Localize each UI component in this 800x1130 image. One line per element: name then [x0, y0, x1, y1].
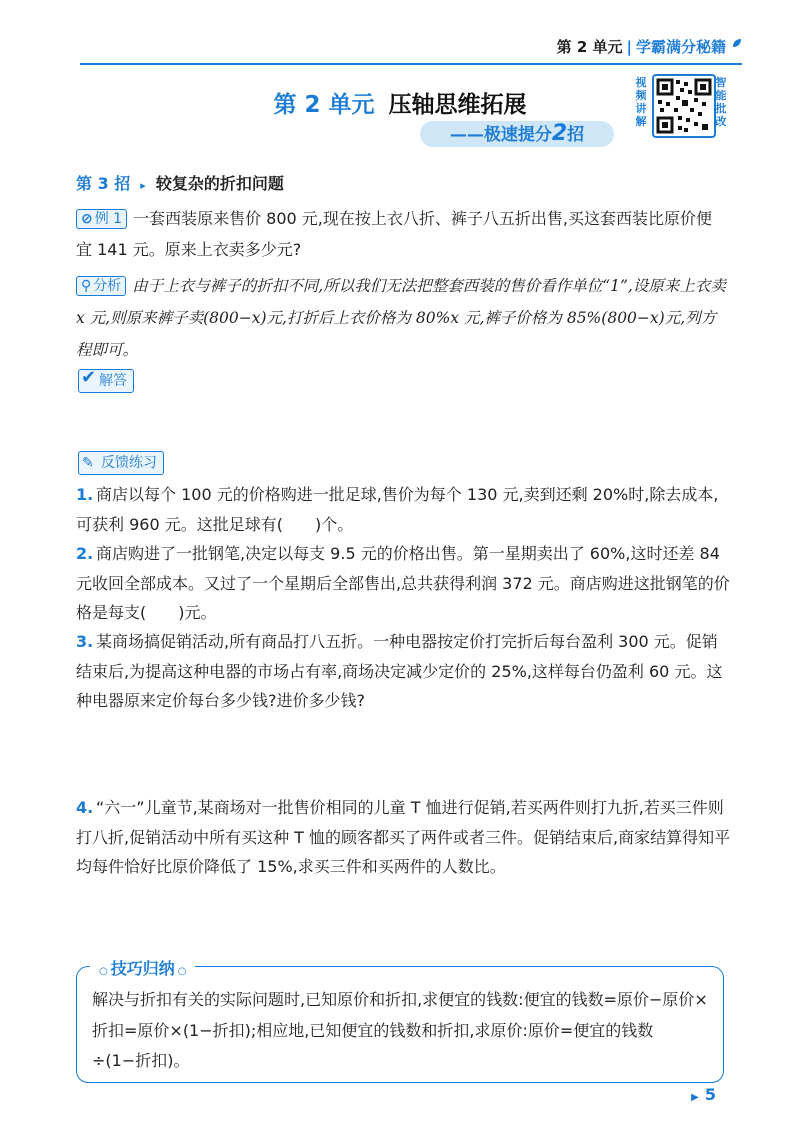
answer-badge [78, 369, 134, 393]
example-text: 一套西装原来售价 800 元,现在按上衣八折、裤子八五折出售,买这套西装比原价便宜 141 元。原来上衣卖多少元? [76, 209, 712, 259]
tips-dot-icon: ○ [177, 966, 187, 977]
question-number: 3. [76, 632, 94, 651]
section-arrow-icon: ▸ [140, 179, 146, 192]
page-number [691, 1085, 716, 1104]
analysis-badge [76, 276, 126, 296]
qr-code-icon[interactable] [652, 74, 716, 138]
question-text: “六一”儿童节,某商场对一批售价相同的儿童 T 恤进行促销,若买两件则打九折,若买三件则打八折,促销活动中所有买这种 T 恤的顾客都买了两件或者三件。促销结束后,商家结算得知平均每件恰好比原价降低了 15%,求买三件和买两件的人数比。 [76, 798, 731, 876]
subtitle-prefix: ——极速提分 [449, 125, 552, 145]
running-header [557, 36, 726, 57]
analysis-badge-label: 分析 [93, 278, 122, 294]
check-icon: ✔ [81, 367, 97, 388]
page-number-label: 5 [704, 1085, 716, 1104]
example-badge [76, 209, 127, 229]
link-icon: ⊘ [81, 211, 93, 227]
answer-badge-label: 解答 [99, 373, 127, 389]
section-title: 较复杂的折扣问题 [155, 174, 284, 193]
header-rule [80, 63, 742, 65]
question-2 [76, 539, 732, 628]
tips-body: 解决与折扣有关的实际问题时,已知原价和折扣,求便宜的钱数:便宜的钱数=原价−原价×折扣=原价×(1−折扣);相应地,已知便宜的钱数和折扣,求原价:原价=便宜的钱数÷(1−折扣)。 [92, 990, 708, 1070]
question-number: 4. [76, 798, 94, 817]
title-main: 压轴思维拓展 [388, 92, 527, 118]
feedback-badge [78, 451, 164, 475]
qr-code-block[interactable] [634, 74, 728, 140]
question-text: 商店购进了一批钢笔,决定以每支 9.5 元的价格出售。第一星期卖出了 60%,这时还差 84 元收回全部成本。又过了一个星期后全部售出,总共获得利润 372 元。商店购进这批钢笔的价格是每支( )元。 [76, 544, 730, 622]
tips-dot-icon: ○ [99, 966, 108, 977]
example-badge-label: 例 1 [94, 211, 123, 227]
tips-title-label: 技巧归纳 [110, 959, 175, 978]
triangle-icon: ▶ [691, 1092, 699, 1103]
section-tag: 第 3 招 [76, 174, 131, 193]
question-3 [76, 627, 732, 716]
qr-left-label: 视频讲解 [635, 76, 647, 128]
question-number: 1. [76, 485, 94, 504]
subtitle-suffix: 招 [567, 125, 585, 145]
header-brand: 学霸满分秘籍 [635, 38, 726, 56]
section-heading [76, 171, 284, 194]
subtitle-pill [420, 121, 614, 147]
question-4 [76, 793, 732, 882]
question-text: 商店以每个 100 元的价格购进一批足球,售价为每个 130 元,卖到还剩 20%时,除去成本,可获利 960 元。这批足球有( )个。 [76, 485, 719, 534]
question-1 [76, 480, 732, 539]
title-unit: 第 2 单元 [273, 92, 375, 118]
header-unit-label: 第 2 单元 [556, 38, 623, 56]
magnifier-icon: ⚲ [81, 278, 92, 294]
analysis-text: 由于上衣与裤子的折扣不同,所以我们无法把整套西装的售价看作单位“1”,设原来上衣卖 x 元,则原来裤子卖(800−x)元,打折后上衣价格为 80%x 元,裤子价格为 85%(800−x)元,列方程即可。 [76, 277, 726, 359]
example-block [76, 203, 726, 265]
subtitle-number: 2 [551, 121, 568, 146]
tips-title [90, 956, 195, 979]
pen-icon: ✎ [82, 455, 94, 471]
question-number: 2. [76, 544, 94, 563]
question-text: 某商场搞促销活动,所有商品打八五折。一种电器按定价打完折后每台盈利 300 元。促销结束后,为提高这种电器的市场占有率,商场决定减少定价的 25%,这样每台仍盈利 60 元。这种电器原来定价每台多少钱?进价多少钱? [76, 632, 723, 710]
feedback-badge-label: 反馈练习 [101, 455, 157, 471]
leaf-icon [732, 38, 742, 48]
header-separator: | [626, 38, 632, 56]
qr-right-label: 智能批改 [715, 76, 727, 128]
analysis-block [76, 270, 726, 366]
